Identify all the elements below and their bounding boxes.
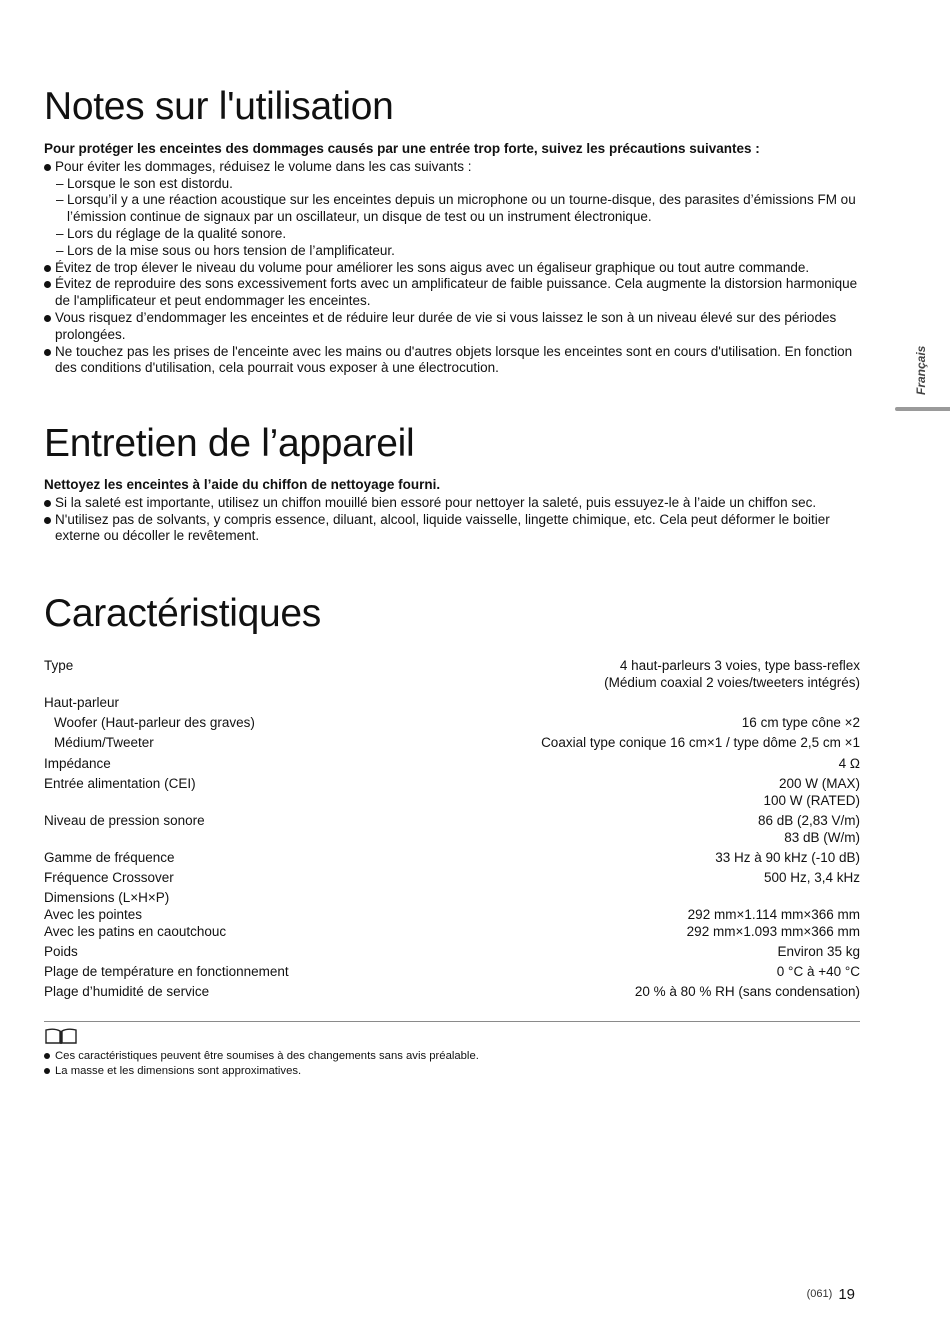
- specs-title: Caractéristiques: [44, 592, 321, 635]
- notes-lead: Pour protéger les enceintes des dommages causés par une entrée trop forte, suivez les précautions suivantes :: [44, 141, 760, 156]
- spec-label: Woofer (Haut-parleur des graves): [54, 715, 255, 731]
- table-row: [44, 752, 860, 772]
- table-row: [44, 692, 860, 712]
- care-lead: Nettoyez les enceintes à l’aide du chiffon de nettoyage fourni.: [44, 477, 441, 492]
- list-item: [44, 159, 860, 260]
- specs-table: [44, 658, 860, 1001]
- spec-value: 4 haut-parleurs 3 voies, type bass-reflex (Médium coaxial 2 voies/tweeters intégrés): [604, 658, 860, 690]
- table-row: [44, 867, 860, 887]
- list-item: N'utilisez pas de solvants, y compris essence, diluant, alcool, liquide vaisselle, lingette chimique, etc. Cela peut déformer le boitier externe ou décoller le revêtement.: [44, 512, 860, 546]
- spec-value: 16 cm type cône ×2: [741, 715, 860, 731]
- table-row: [44, 924, 860, 941]
- list-item: Vous risquez d’endommager les enceintes et de réduire leur durée de vie si vous laissez le son à un niveau élevé sur des périodes prolongées.: [44, 310, 860, 344]
- table-row: [44, 887, 860, 907]
- page-number: 19: [838, 1286, 855, 1303]
- list-item: La masse et les dimensions sont approximatives.: [44, 1064, 479, 1079]
- language-tab-marker: [895, 407, 950, 411]
- spec-label: Plage d’humidité de service: [44, 984, 210, 1000]
- spec-label: Niveau de pression sonore: [44, 812, 205, 828]
- spec-value: 86 dB (2,83 V/m) 83 dB (W/m): [757, 812, 860, 845]
- list-item: – Lors du réglage de la qualité sonore.: [44, 226, 860, 243]
- spec-label: Poids: [44, 943, 78, 959]
- list-item: – Lorsqu’il y a une réaction acoustique sur les enceintes depuis un microphone ou un tourne-disque, des parasites d’émissions FM ou l’émission continue de signaux par un oscillateur, un disque de test ou un instrument électronique.: [44, 192, 860, 226]
- spec-label: Dimensions (L×H×P): [44, 890, 170, 906]
- care-title: Entretien de l’appareil: [44, 422, 415, 465]
- spec-value: 292 mm×1.114 mm×366 mm: [687, 906, 860, 922]
- list-item: – Lorsque le son est distordu.: [44, 176, 860, 193]
- table-row: [44, 907, 860, 924]
- notes-title: Notes sur l'utilisation: [44, 85, 394, 128]
- table-row: [44, 732, 860, 752]
- spec-label: Fréquence Crossover: [44, 869, 174, 885]
- table-row: [44, 846, 860, 866]
- spec-value: 33 Hz à 90 kHz (-10 dB): [715, 849, 860, 865]
- spec-value: 500 Hz, 3,4 kHz: [763, 869, 860, 885]
- list-item: Évitez de trop élever le niveau du volume pour améliorer les sons aigus avec un égaliseur graphique ou tout autre commande.: [44, 260, 860, 277]
- footnotes: [44, 1049, 479, 1079]
- table-row: [44, 658, 860, 692]
- spec-label: Impédance: [44, 755, 111, 771]
- page-code: (061): [806, 1288, 833, 1300]
- table-row: [44, 809, 860, 846]
- table-row: [44, 940, 860, 960]
- list-item: – Lors de la mise sous ou hors tension de l’amplificateur.: [44, 243, 860, 260]
- bullet-text: Pour éviter les dommages, réduisez le volume dans les cas suivants :: [55, 158, 472, 174]
- spec-value: 4 Ω: [838, 755, 860, 771]
- table-row: [44, 981, 860, 1001]
- care-list: [44, 495, 860, 545]
- spec-label: Avec les pointes: [44, 906, 143, 922]
- language-tab-label: Français: [914, 345, 928, 395]
- specs-section: [44, 658, 860, 1001]
- notes-section: [44, 141, 860, 377]
- spec-label: Type: [44, 658, 74, 673]
- table-row: [44, 961, 860, 981]
- page-footer: [807, 1286, 855, 1303]
- spec-label: Plage de température en fonctionnement: [44, 964, 289, 980]
- spec-value: 292 mm×1.093 mm×366 mm: [686, 923, 860, 939]
- spec-value: 200 W (MAX) 100 W (RATED): [763, 775, 860, 808]
- spec-label: Médium/Tweeter: [54, 735, 154, 751]
- spec-value: Environ 35 kg: [777, 943, 860, 959]
- spec-label: Gamme de fréquence: [44, 849, 175, 865]
- table-row: [44, 712, 860, 732]
- divider: [44, 1021, 860, 1022]
- open-book-icon: [44, 1027, 78, 1045]
- spec-label: Haut-parleur: [44, 694, 120, 710]
- spec-value: 0 °C à +40 °C: [776, 964, 860, 980]
- spec-label: Avec les patins en caoutchouc: [44, 923, 227, 939]
- notes-list: [44, 159, 860, 377]
- care-section: [44, 477, 860, 545]
- list-item: Si la saleté est importante, utilisez un chiffon mouillé bien essoré pour nettoyer la saleté, puis essuyez-le à l’aide un chiffon sec.: [44, 495, 860, 512]
- table-row: [44, 772, 860, 809]
- sub-list: [44, 176, 860, 260]
- list-item: Ne touchez pas les prises de l'enceinte avec les mains ou d'autres objets lorsque les enceintes sont en cours d'utilisation. En fonction des conditions d'utilisation, cela pourrait vous exposer à une électrocution.: [44, 344, 860, 378]
- list-item: Ces caractéristiques peuvent être soumises à des changements sans avis préalable.: [44, 1049, 479, 1064]
- footnote-list: [44, 1049, 479, 1079]
- list-item: Évitez de reproduire des sons excessivement forts avec un amplificateur de faible puissance. Cela augmente la distorsion harmonique de l'amplificateur et peut endommager les enceintes.: [44, 276, 860, 310]
- spec-label: Entrée alimentation (CEI): [44, 775, 196, 791]
- spec-value: Coaxial type conique 16 cm×1 / type dôme 2,5 cm ×1: [541, 735, 860, 751]
- spec-value: 20 % à 80 % RH (sans condensation): [634, 984, 860, 1000]
